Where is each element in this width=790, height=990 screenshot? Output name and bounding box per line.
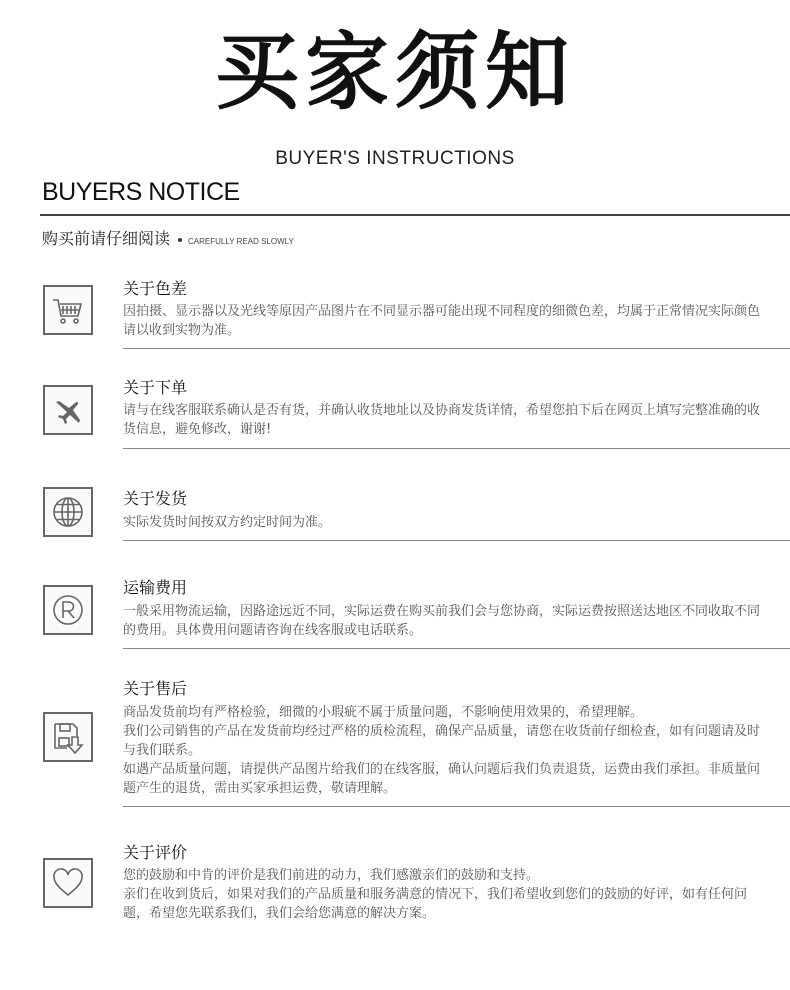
section-body — [123, 302, 763, 340]
section-divider — [123, 648, 790, 649]
notice-heading: BUYERS NOTICE — [42, 178, 240, 206]
section-title: 关于售后 — [123, 679, 188, 698]
airplane-icon — [43, 385, 93, 435]
section-paragraph: 因拍摄、显示器以及光线等原因产品图片在不同显示器可能出现不同程度的细微色差，均属于正常情况实际颜色请以收到实物为准。 — [123, 304, 761, 338]
bullet-dot — [178, 238, 182, 242]
section-title: 运输费用 — [123, 578, 188, 597]
section-paragraph: 一般采用物流运输，因路途远近不同，实际运费在购买前我们会与您协商，实际运费按照送达地区不同收取不同的费用。具体费用问题请咨询在线客服或电话联系。 — [123, 604, 761, 638]
read-label-cn: 购买前请仔细阅读 — [42, 229, 171, 248]
section-body — [123, 866, 763, 923]
section-divider — [123, 540, 790, 541]
section-paragraph: 如遇产品质量问题，请提供产品图片给我们的在线客服，确认问题后我们负责退货，运费由我们承担。非质量问题产生的退货，需由买家承担运费，敬请理解。 — [123, 762, 761, 796]
section-body — [123, 513, 763, 532]
section-title: 关于下单 — [123, 378, 188, 397]
section-divider — [123, 448, 790, 449]
section-paragraph: 我们公司销售的产品在发货前均经过严格的质检流程，确保产品质量，请您在收货前仔细检查，如有问题请及时与我们联系。 — [123, 724, 761, 758]
section-paragraph: 请与在线客服联系确认是否有货，并确认收货地址以及协商发货详情，希望您拍下后在网页上填写完整准确的收货信息，避免修改，谢谢! — [123, 403, 761, 437]
read-label-en: CAREFULLY READ SLOWLY — [188, 237, 294, 246]
registered-icon — [43, 585, 93, 635]
section-body — [123, 703, 763, 798]
heart-icon — [43, 858, 93, 908]
section-title: 关于评价 — [123, 843, 188, 862]
section-title: 关于发货 — [123, 489, 188, 508]
section-paragraph: 亲们在收到货后，如果对我们的产品质量和服务满意的情况下，我们希望收到您们的鼓励的好评，如有任何问题，希望您先联系我们，我们会给您满意的解决方案。 — [123, 887, 748, 921]
save-download-icon — [43, 712, 93, 762]
section-paragraph: 实际发货时间按双方约定时间为准。 — [123, 515, 332, 530]
section-divider — [123, 806, 790, 807]
section-paragraph: 商品发货前均有严格检验，细微的小瑕疵不属于质量问题，不影响使用效果的，希望理解。 — [123, 705, 644, 720]
page-title: 买家须知 — [214, 23, 575, 121]
read-carefully-row — [42, 226, 294, 249]
section-title: 关于色差 — [123, 279, 188, 298]
section-paragraph: 您的鼓励和中肯的评价是我们前进的动力，我们感激亲们的鼓励和支持。 — [123, 868, 540, 883]
heading-divider — [40, 214, 790, 216]
section-body — [123, 401, 763, 439]
globe-icon — [43, 487, 93, 537]
section-body — [123, 602, 763, 640]
section-divider — [123, 348, 790, 349]
shopping-cart-icon — [43, 285, 93, 335]
page-subtitle: BUYER'S INSTRUCTIONS — [275, 148, 515, 169]
